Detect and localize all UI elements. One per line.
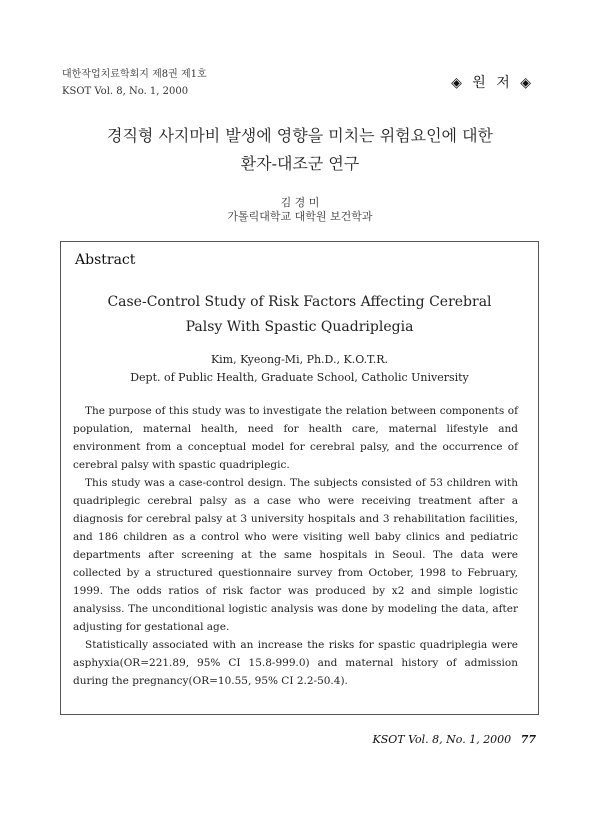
english-author: Kim, Kyeong-Mi, Ph.D., K.O.T.R. — [210, 353, 389, 366]
abstract-paragraph: Statistically associated with an increase the risks for spastic quadriplegia were asphyxia(OR=221.89, 95% CI 15.8-999.0) and maternal history of admission during the pregnancy(OR=10.55, 95% CI 2.2-50.4). — [73, 639, 518, 687]
abstract-heading: Abstract — [75, 252, 136, 268]
korean-title-line2: 환자-대조군 연구 — [240, 154, 360, 173]
english-title-line1: Case-Control Study of Risk Factors Affecting Cerebral — [107, 294, 492, 310]
footer-citation: KSOT Vol. 8, No. 1, 2000 — [372, 733, 512, 746]
korean-author: 김 경 미 — [280, 196, 320, 209]
english-title-line2: Palsy With Spastic Quadriplegia — [185, 319, 414, 335]
english-title — [61, 290, 538, 340]
journal-header — [62, 66, 207, 100]
english-affiliation: Dept. of Public Health, Graduate School, Catholic University — [130, 371, 469, 384]
korean-title-line1: 경직형 사지마비 발생에 영향을 미치는 위험요인에 대한 — [106, 126, 493, 145]
journal-name: 대한작업치료학회지 제8권 제1호 — [62, 69, 207, 80]
article-type-label: ◈ 원 저 ◈ — [451, 75, 534, 91]
korean-title — [0, 122, 600, 178]
abstract-body — [73, 402, 518, 690]
page-footer — [372, 733, 536, 746]
korean-affiliation: 가톨릭대학교 대학원 보건학과 — [227, 210, 373, 223]
abstract-paragraph: This study was a case-control design. The subjects consisted of 53 children with quadriplegic cerebral palsy as a case who were receiving treatment after a diagnosis for cerebral palsy at 3 university hospitals and 3 rehabilitation facilities, and 186 children as a control who were visiting well baby clinics and pediatric departments after screening at the same hospitals in Seoul. The data were collected by a structured questionnaire survey from October, 1998 to February, 1999. The odds ratios of risk factor was produced by x2 and simple logistic analysiss. The unconditional logistic analysis was done by modeling the data, after adjusting for gestational age. — [73, 477, 518, 633]
abstract-paragraph: The purpose of this study was to investigate the relation between components of population, maternal health, need for health care, maternal lifestyle and environment from a conceptual model for cerebral palsy, and the occurrence of cerebral palsy with spastic quadriplegic. — [73, 405, 518, 471]
abstract-box — [60, 241, 539, 715]
journal-citation: KSOT Vol. 8, No. 1, 2000 — [62, 86, 189, 97]
page-number: 77 — [520, 733, 536, 746]
